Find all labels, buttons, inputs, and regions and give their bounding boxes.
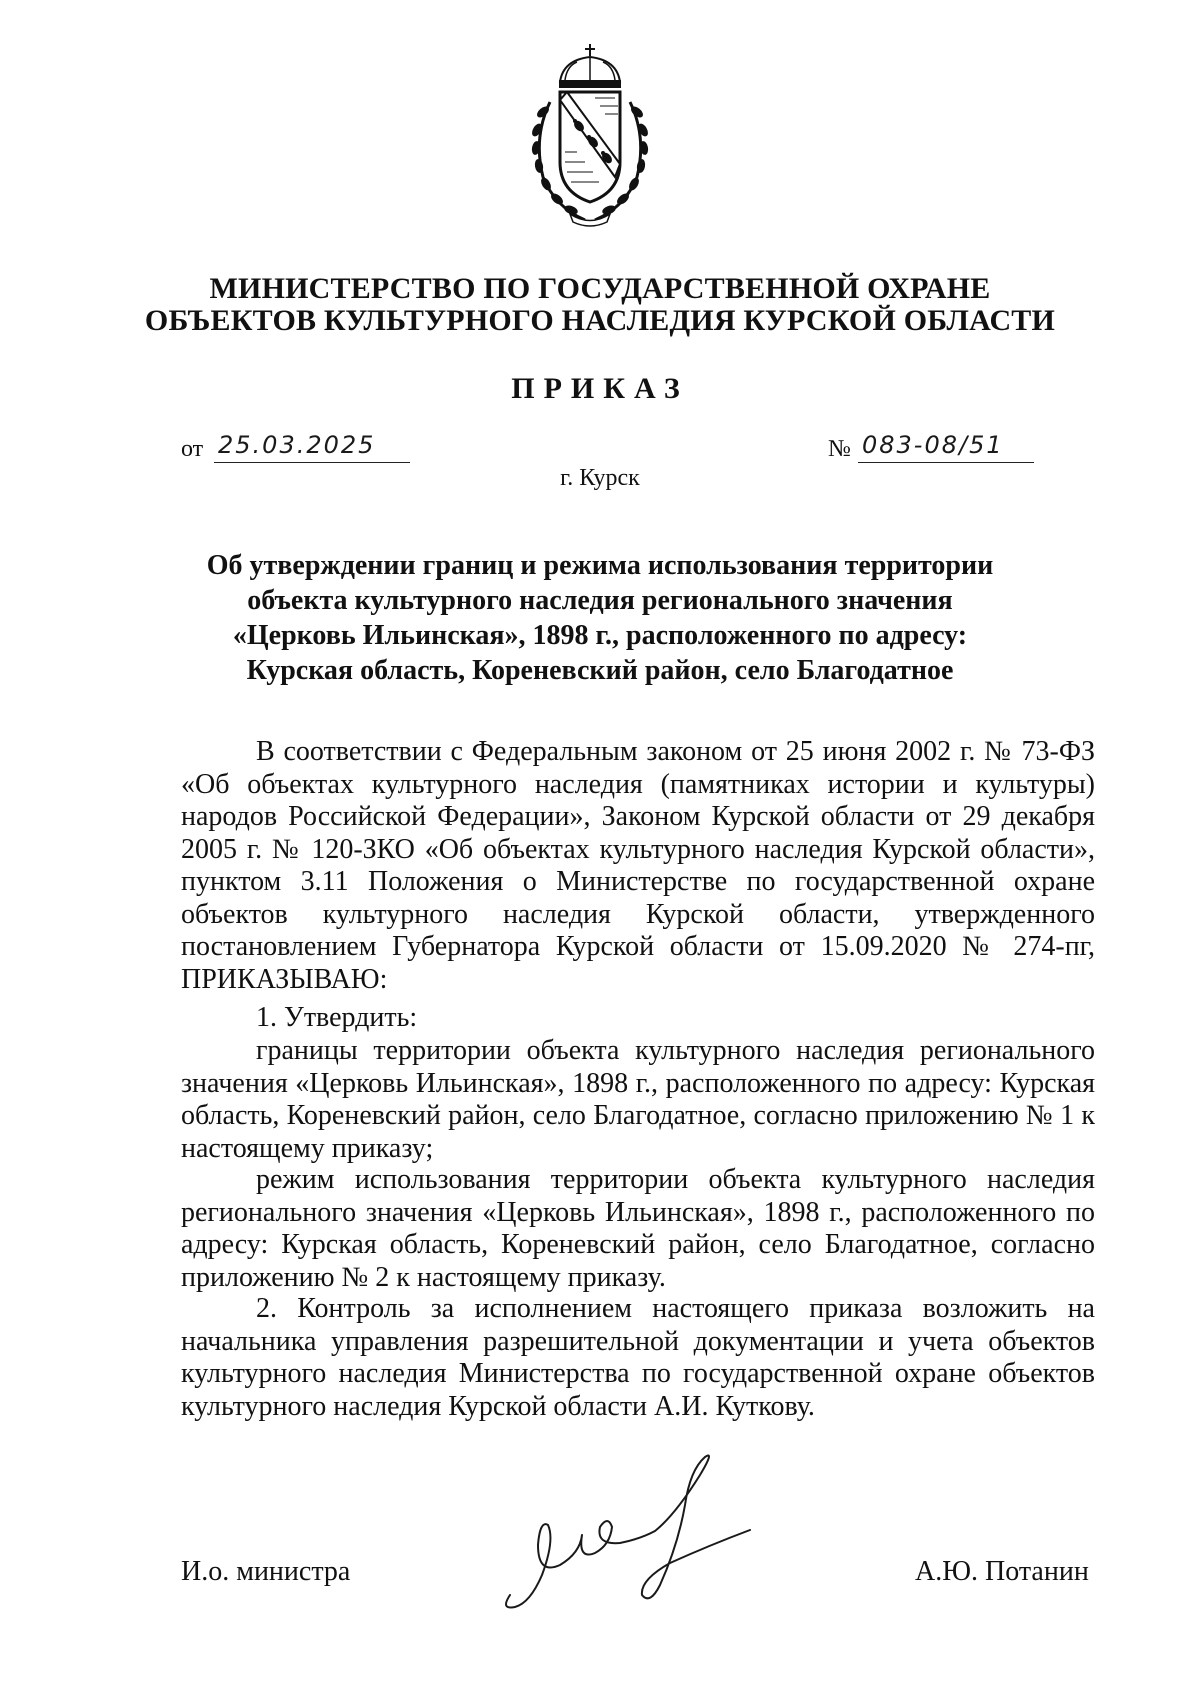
city: г. Курск bbox=[560, 465, 640, 491]
date-handwritten: 25.03.2025 bbox=[218, 431, 376, 459]
document-type-title: ПРИКАЗ bbox=[511, 372, 689, 405]
body-paragraph-regime: режим использования территории объекта культурного наследия регионального значения «Церковь Ильинская», 1898 г., расположенного по адресу: Курская область, Кореневский район, село Благодатное, согласно приложению № 2 к настоящему приказу. bbox=[181, 1164, 1095, 1293]
number-handwritten: 083-08/51 bbox=[862, 431, 1004, 459]
subject-line4: Курская область, Кореневский район, село Благодатное bbox=[246, 655, 954, 686]
subject-line1: Об утверждении границ и режима использования территории bbox=[206, 550, 994, 581]
body-paragraph-boundaries: границы территории объекта культурного наследия регионального значения «Церковь Ильинская», 1898 г., расположенного по адресу: Курская область, Кореневский район, село Благодатное, согласно приложению № 1 к настоящему приказу; bbox=[181, 1035, 1095, 1164]
coat-of-arms-icon bbox=[515, 42, 665, 230]
body-paragraph-control: 2. Контроль за исполнением настоящего приказа возложить на начальника управления разрешительной документации и учета объектов культурного наследия Министерства по государственной охране объектов культурного наследия Курской области А.И. Куткову. bbox=[181, 1293, 1095, 1422]
signatory-title: И.о. министра bbox=[181, 1556, 351, 1587]
number-prefix: № bbox=[828, 436, 851, 462]
body-paragraph-item1: 1. Утвердить: bbox=[256, 1002, 418, 1033]
ministry-name-line2: ОБЪЕКТОВ КУЛЬТУРНОГО НАСЛЕДИЯ КУРСКОЙ ОБЛАСТИ bbox=[144, 304, 1056, 337]
body-paragraph-preamble: В соответствии с Федеральным законом от 25 июня 2002 г. № 73-ФЗ «Об объектах культурного наследия (памятниках истории и культуры) народов Российской Федерации», Законом Курской области от 29 декабря 2005 г. № 120-ЗКО «Об объектах культурного наследия Курской области», пунктом 3.11 Положения о Министерстве по государственной охране объектов культурного наследия Курской области, утвержденного постановлением Губернатора Курской области от 15.09.2020 № 274-пг, ПРИКАЗЫВАЮ: bbox=[181, 736, 1095, 995]
handwritten-signature bbox=[500, 1435, 770, 1635]
subject-line3: «Церковь Ильинская», 1898 г., расположенного по адресу: bbox=[232, 620, 968, 651]
subject-line2: объекта культурного наследия регионального значения bbox=[247, 585, 953, 616]
signatory-name: А.Ю. Потанин bbox=[915, 1556, 1089, 1587]
ministry-name-line1: МИНИСТЕРСТВО ПО ГОСУДАРСТВЕННОЙ ОХРАНЕ bbox=[209, 272, 991, 305]
date-prefix: от bbox=[181, 436, 204, 462]
